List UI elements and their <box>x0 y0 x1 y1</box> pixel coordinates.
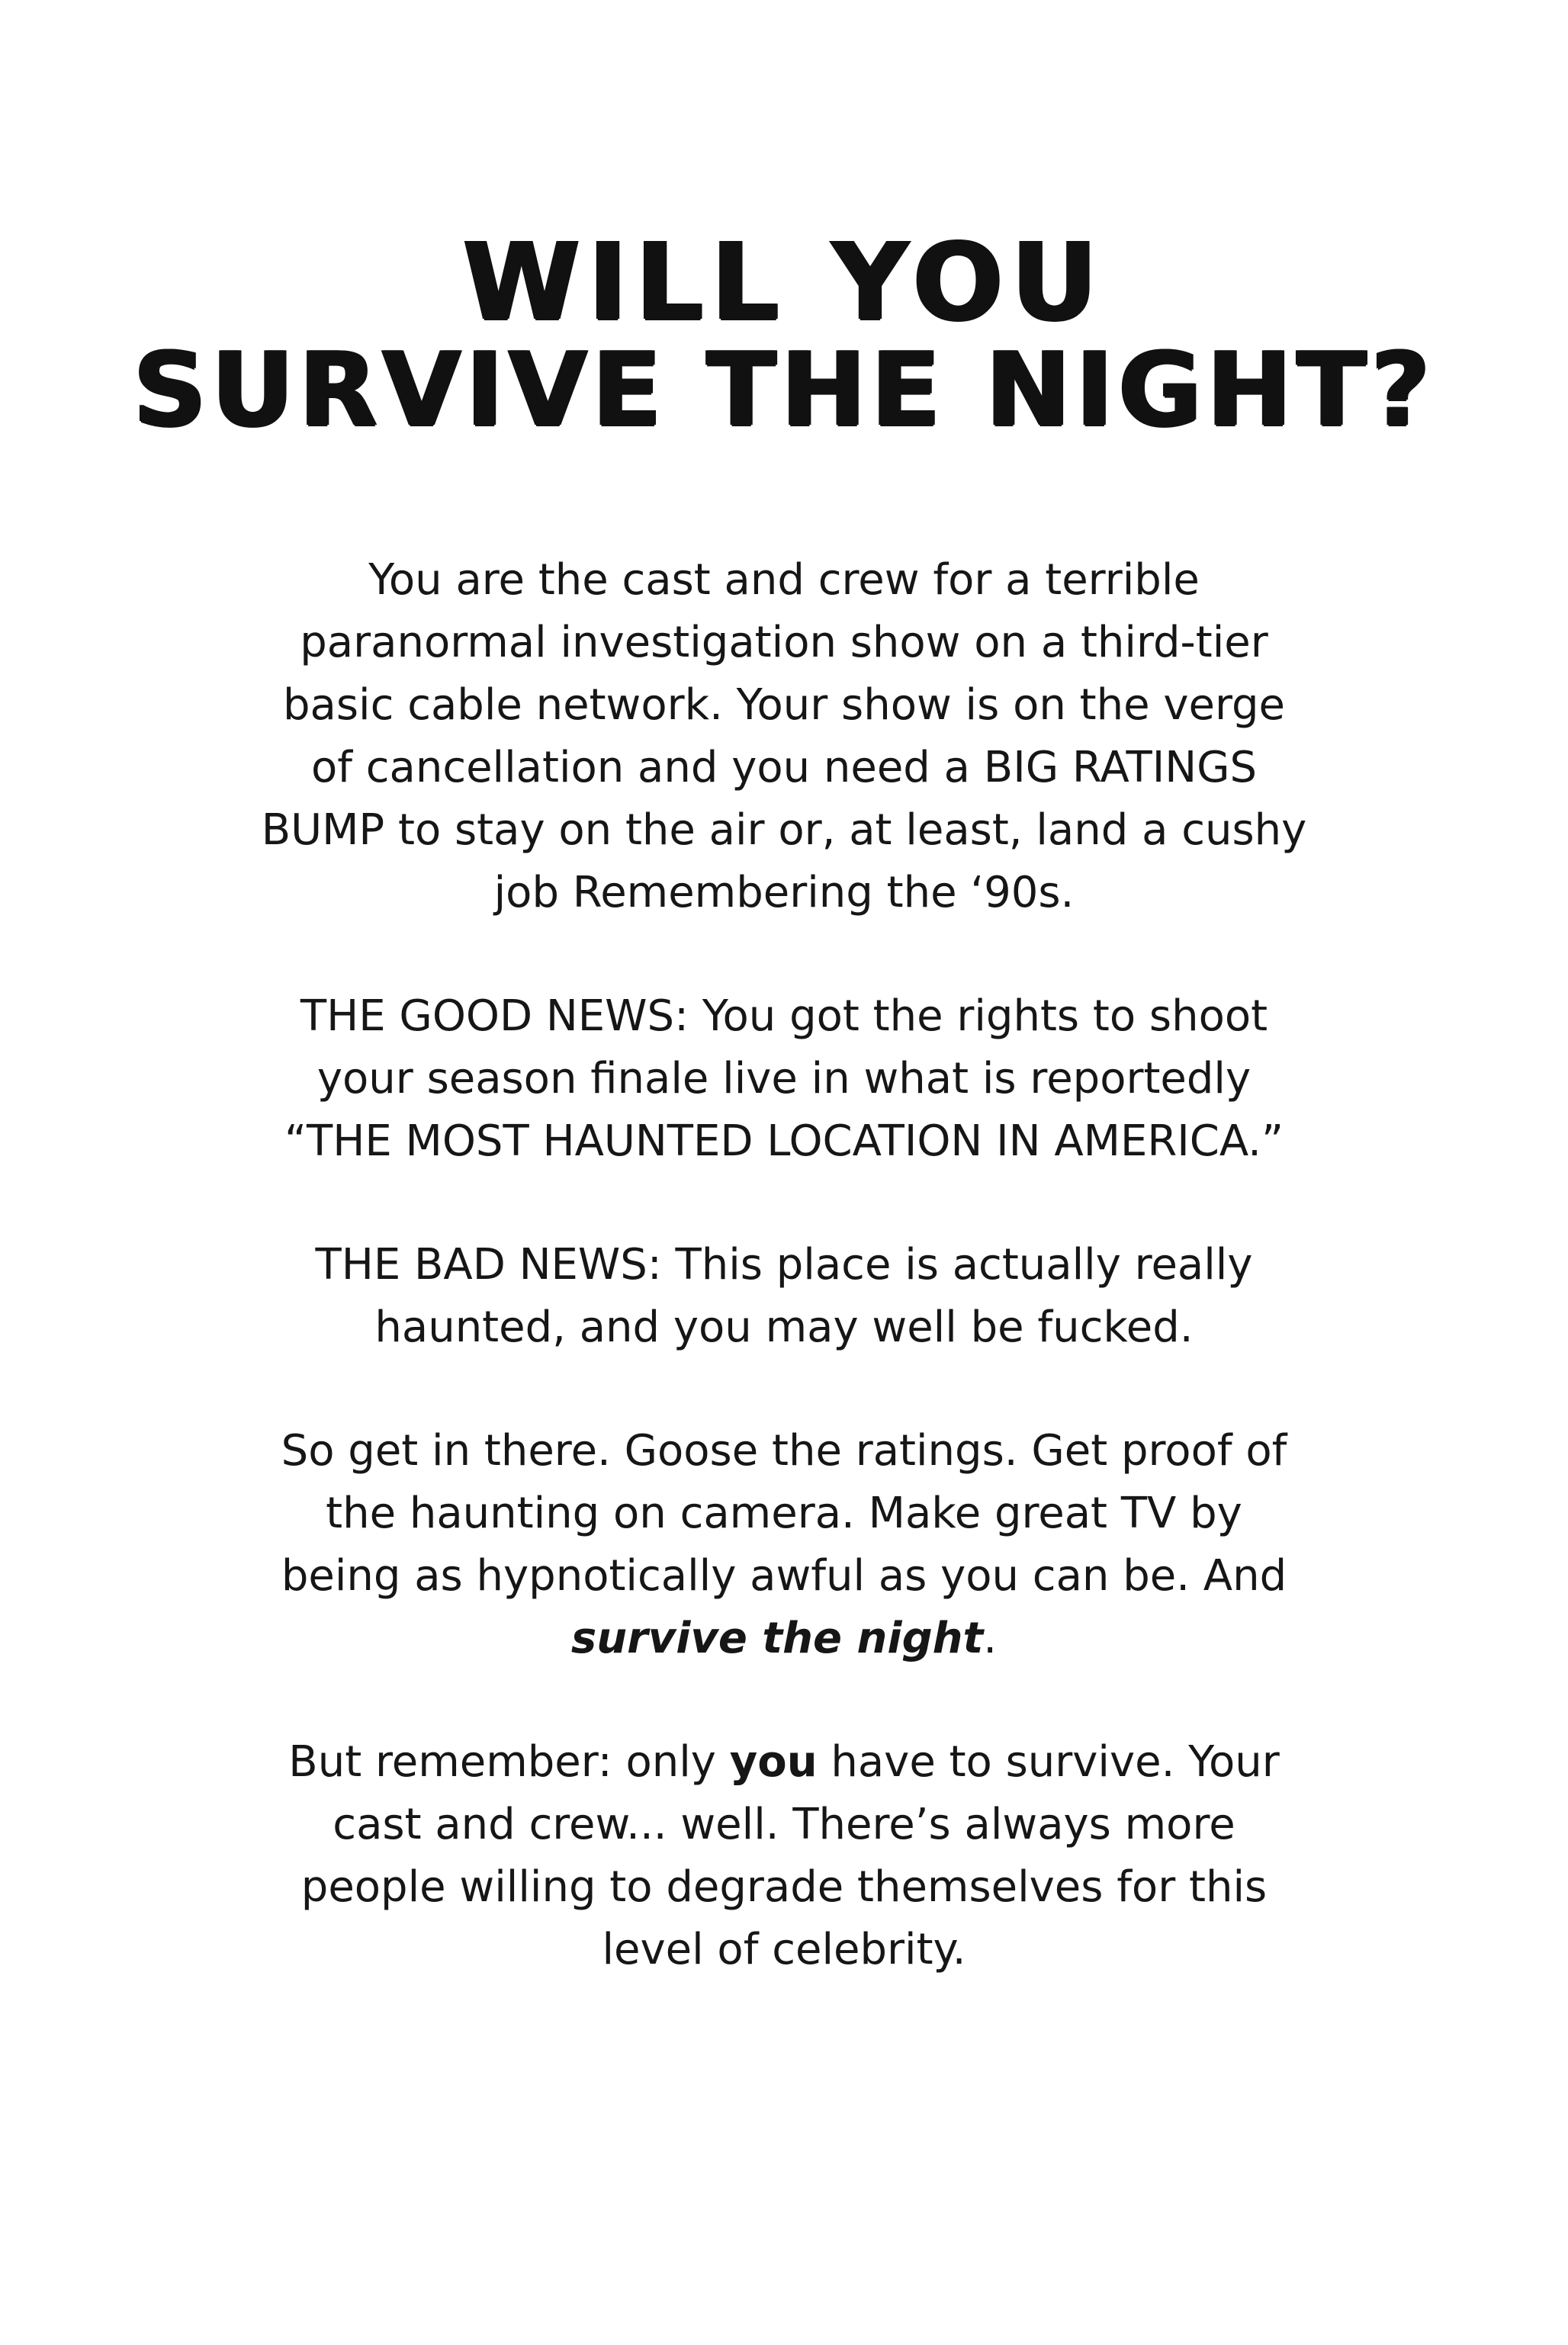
good-news-paragraph: THE GOOD NEWS: You got the rights to shoot your season finale live in what is reportedly “THE MOST HAUNTED LOCATION IN AMERICA.” <box>284 991 1284 1166</box>
remember-paragraph <box>259 1731 1309 1981</box>
body-text <box>259 549 1309 2042</box>
instructions-end: . <box>983 1614 998 1663</box>
title-line-1: WILL YOU <box>462 220 1106 345</box>
page-title <box>0 220 1568 449</box>
instructions-text: So get in there. Goose the ratings. Get proof of the haunting on camera. Make great TV by being as hypnotically awful as you can be. And <box>281 1426 1287 1601</box>
remember-text: But remember: only <box>288 1737 730 1787</box>
remember-emphasis: you <box>729 1737 818 1787</box>
remember-end: have to survive. Your cast and crew... well. There’s always more people willing to degrade themselves for this level of celebrity. <box>300 1737 1280 1974</box>
instructions-paragraph <box>259 1420 1309 1670</box>
title-line-2: SURVIVE THE NIGHT? <box>133 329 1435 449</box>
instructions-emphasis: survive the night <box>570 1614 984 1663</box>
bad-news-paragraph: THE BAD NEWS: This place is actually really haunted, and you may well be fucked. <box>315 1240 1253 1352</box>
intro-paragraph: You are the cast and crew for a terrible paranormal investigation show on a third-tier basic cable network. Your show is on the verge of cancellation and you need a BIG RATINGS BUMP to stay on the air or, at least, land a cushy job Remembering the ‘90s. <box>261 555 1307 917</box>
